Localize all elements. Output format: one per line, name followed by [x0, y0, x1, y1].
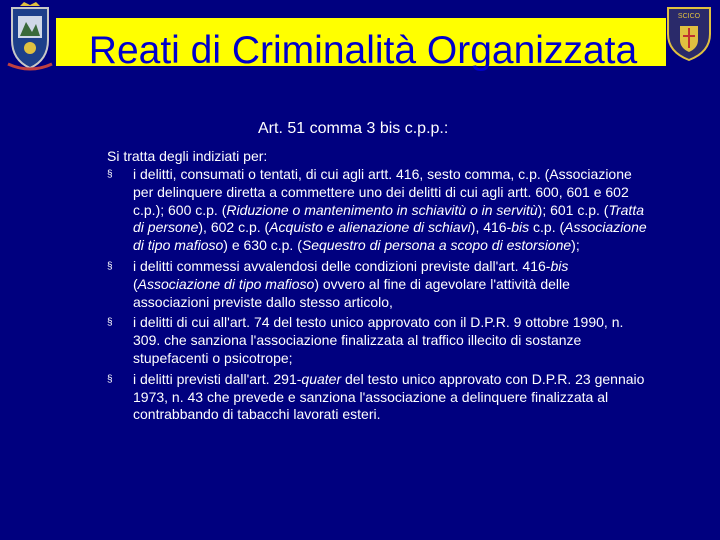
text-segment: del testo unico approvato con D.P.R. 23 gennaio 1973, n. 43 che prevede e sanziona l'associazione a delinquere finalizzata al contrabbando di tabacchi lavorati esteri. — [133, 370, 645, 423]
article-reference: Art. 51 comma 3 bis c.p.p.: — [258, 120, 449, 137]
text-segment: ( — [133, 275, 138, 292]
list-item — [107, 314, 647, 367]
text-segment: i delitti previsti dall'art. 291- — [133, 370, 302, 387]
scico-label: SCICO — [677, 13, 701, 20]
italic-text-segment: bis — [511, 219, 530, 236]
bullet-icon: § — [107, 373, 113, 385]
coat-of-arms-logo — [2, 2, 58, 74]
italic-text-segment: Associazione di tipo mafioso — [133, 219, 647, 254]
bullet-icon: § — [107, 169, 113, 180]
list-item — [107, 258, 647, 311]
intro-text: Si tratta degli indiziati per: — [107, 148, 268, 164]
text-segment: ) ovvero al fine di agevolare l'attività delle associazioni previste dallo stesso articolo, — [133, 275, 570, 310]
text-segment: ); — [571, 237, 580, 254]
italic-text-segment: Tratta di persone — [133, 201, 644, 236]
italic-text-segment: Acquisto e alienazione di schiavi — [269, 219, 471, 236]
list-item — [107, 371, 647, 424]
text-segment: i delitti di cui all'art. 74 del testo unico approvato con il D.P.R. 9 ottobre 1990, n. 309. che sanziona l'associazione finalizzata al traffico illecito di sostanze stupefacenti o psicotrope; — [133, 314, 624, 366]
text-segment: ) e 630 c.p. ( — [223, 237, 302, 254]
italic-text-segment: Associazione di tipo mafioso — [137, 275, 315, 292]
scico-emblem-logo — [664, 4, 714, 62]
slide-title: Reati di Criminalità Organizzata — [88, 29, 638, 72]
text-segment: i delitti, consumati o tentati, di cui agli artt. 416, sesto comma, c.p. (Associazione per delinquere diretta a commettere uno dei delitti di cui agli artt. 600, 601 e 602 c.p.); 600 c.p. ( — [133, 166, 632, 218]
text-segment: ), 602 c.p. ( — [198, 219, 270, 236]
text-segment: ); 601 c.p. ( — [537, 201, 609, 218]
bullet-icon: § — [107, 260, 113, 272]
italic-text-segment: Sequestro di persona a scopo di estorsione — [301, 237, 572, 254]
bullet-icon: § — [107, 317, 113, 329]
italic-text-segment: Riduzione o mantenimento in schiavitù o in servitù — [226, 201, 538, 218]
italic-text-segment: quater — [301, 370, 342, 387]
text-segment: c.p. ( — [529, 219, 565, 236]
list-item — [107, 166, 647, 255]
text-segment: i delitti commessi avvalendosi delle condizioni previste dall'art. 416- — [133, 257, 551, 274]
text-segment: ), 416- — [470, 219, 512, 236]
offense-list — [107, 166, 647, 427]
italic-text-segment: bis — [550, 257, 569, 274]
